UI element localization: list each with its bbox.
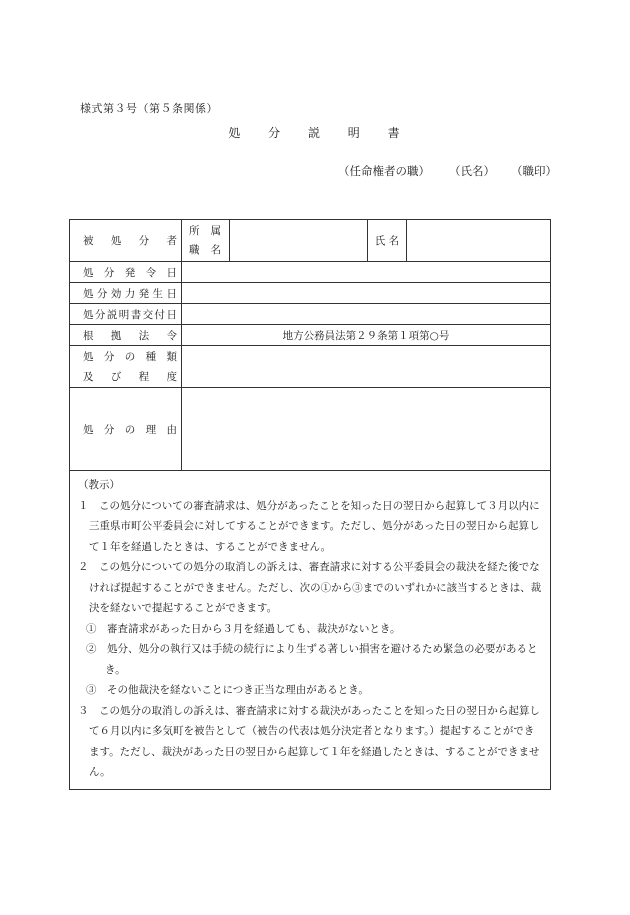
type-degree-field[interactable] xyxy=(182,346,551,388)
delivery-date-label: 処 分 説 明 書 交 付 日 xyxy=(70,304,182,325)
name-label: 氏 名 xyxy=(368,220,407,262)
reason-label: 処 分 の 理 由 xyxy=(70,388,182,471)
order-date-row xyxy=(70,262,551,283)
appointer-name: （氏名） xyxy=(449,164,495,178)
affiliation-position-labels xyxy=(182,220,230,262)
type-degree-row xyxy=(70,346,551,388)
form-number: 様式第３号（第５条関係） xyxy=(80,102,218,115)
recipient-row xyxy=(70,220,551,262)
order-date-field[interactable] xyxy=(182,262,551,283)
recipient-label: 被 処 分 者 xyxy=(70,220,182,262)
effective-date-field[interactable] xyxy=(182,283,551,304)
notes-item-2-sub-3: ③ その他裁決を経ないことにつき正当な理由があるとき。 xyxy=(86,684,369,696)
notes-item-3: ３ この処分の取消しの訴えは、審査請求に対する裁決があったことを知った日の翌日から起算して６月以内に多気町を被告として（被告の代表は処分決定者となります。）提起することができます。ただし、裁決があった日の翌日から起算して１年を経過したときは、することができません。 xyxy=(78,704,540,778)
notes-heading: （教示） xyxy=(78,479,120,491)
appointer-title: （任命権者の職） xyxy=(338,164,430,178)
delivery-date-field[interactable] xyxy=(182,304,551,325)
reason-row xyxy=(70,388,551,471)
notes-item-1: １ この処分についての審査請求は、処分があったことを知った日の翌日から起算して３月以内に三重県市町公平委員会に対してすることができます。ただし、処分があった日の翌日から起算して１年を経過したときは、することができません。 xyxy=(78,499,540,553)
legal-basis-label: 根 拠 法 令 xyxy=(70,325,182,346)
position-label: 職 名 xyxy=(189,243,221,256)
effective-date-row xyxy=(70,283,551,304)
affiliation-label: 所 属 xyxy=(189,224,221,237)
notes-item-2-sub-1: ① 審査請求があった日から３月を経過しても、裁決がないとき。 xyxy=(86,622,401,635)
notes-item-2: ２ この処分についての処分の取消しの訴えは、審査請求に対する公平委員会の裁決を経た後でなければ提起することができません。ただし、次の①から③までのいずれかに該当するときは、裁決を経ないで提起することができます。 xyxy=(78,561,542,614)
document-title: 処 分 説 明 書 xyxy=(228,126,412,140)
name-field[interactable] xyxy=(407,220,551,262)
notes-item-2-sub-2: ② 処分、処分の執行又は手続の続行により生ずる著しい損害を避けるため緊急の必要があるとき。 xyxy=(86,643,538,676)
legal-basis-row xyxy=(70,325,551,346)
legal-basis-value: 地方公務員法第２９条第１項第○号 xyxy=(182,325,551,346)
effective-date-label: 処 分 効 力 発 生 日 xyxy=(70,283,182,304)
delivery-date-row xyxy=(70,304,551,325)
reason-field[interactable] xyxy=(182,388,551,471)
notes-row xyxy=(70,471,551,790)
type-degree-label: 処 分 の 種 類 及 び 程 度 xyxy=(70,346,182,388)
instructions-notes xyxy=(70,471,551,790)
affiliation-position-field[interactable] xyxy=(230,220,368,262)
order-date-label: 処 分 発 令 日 xyxy=(70,262,182,283)
official-seal: （職印） xyxy=(511,164,557,178)
disposition-table xyxy=(69,219,551,790)
